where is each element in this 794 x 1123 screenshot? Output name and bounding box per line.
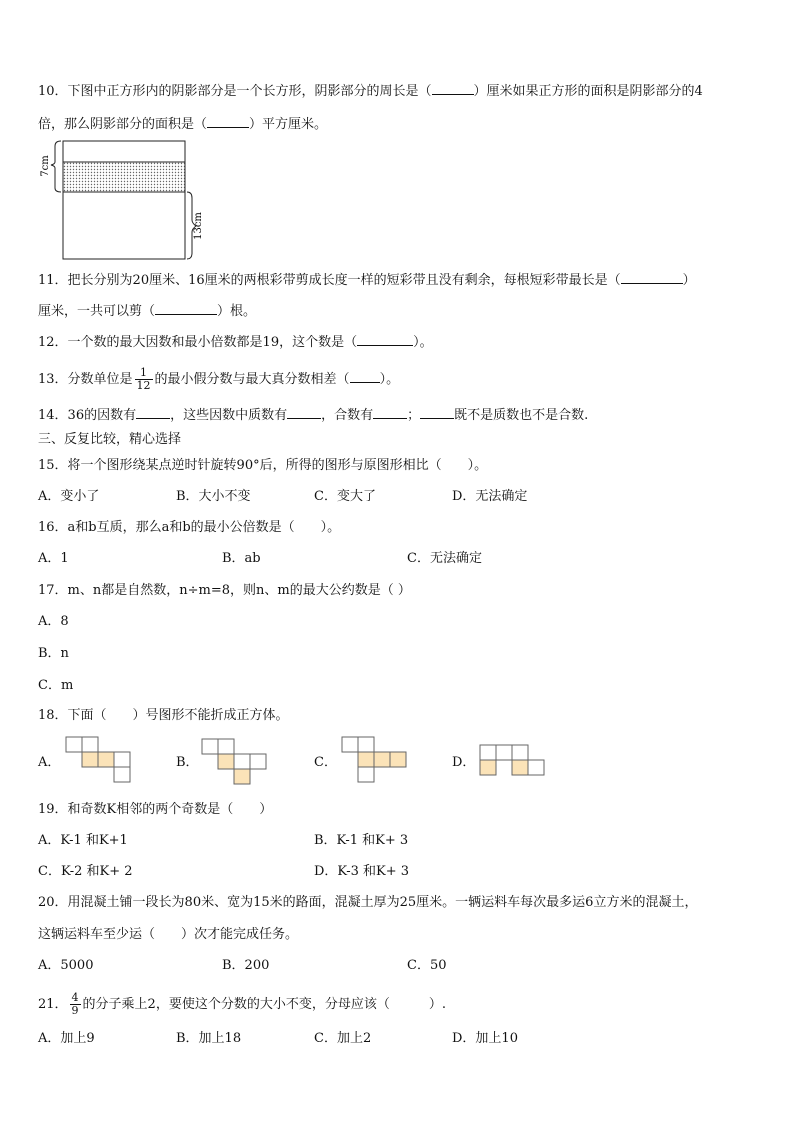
q20-option-c[interactable]: C．50 (407, 958, 447, 973)
q15-option-d[interactable]: D．无法确定 (452, 489, 528, 504)
q13-line: 13．分数单位是 $\frac{1}{12}$ 的最小假分数与最大真分数相差（ ）。 (38, 366, 400, 392)
q10-blank-area[interactable] (207, 115, 249, 128)
net-d-cell (512, 745, 528, 760)
q18-option-a[interactable]: A． (38, 755, 61, 770)
net-d-cell (528, 760, 544, 775)
q21-option-a[interactable]: A．加上9 (38, 1031, 95, 1046)
q17-stem: 17．m、n都是自然数，n÷m=8，则n、m的最大公约数是（ ） (38, 583, 411, 598)
q14-blank-composites[interactable] (373, 406, 407, 419)
net-a-cell (98, 752, 114, 767)
q10-blank-perimeter[interactable] (432, 82, 474, 95)
q11-line2: 厘米，一共可以剪（ ）根。 (38, 304, 257, 319)
net-c-cell (358, 767, 374, 782)
q18-option-d[interactable]: D． (452, 755, 476, 770)
net-d (480, 745, 544, 777)
q19-option-b[interactable]: B．K-1 和K+ 3 (314, 833, 409, 848)
net-c-cell (342, 737, 358, 752)
q20-option-b[interactable]: B．200 (222, 958, 270, 973)
q21-option-c[interactable]: C．加上2 (314, 1031, 372, 1046)
net-b-cell (218, 754, 234, 769)
q11-line1: 11．把长分别为20厘米、16厘米的两根彩带剪成长度一样的短彩带且没有剩余，每根短彩带最长是（ ） (38, 273, 696, 288)
q12-line: 12．一个数的最大因数和最小倍数都是19，这个数是（ ）。 (38, 335, 433, 350)
net-d-cell (480, 745, 496, 760)
q10-line2: 倍，那么阴影部分的面积是（ ）平方厘米。 (38, 117, 328, 132)
net-c (342, 737, 406, 785)
net-b-cell (218, 739, 234, 754)
q10-square-figure (36, 138, 206, 263)
q11-blank-length[interactable] (621, 271, 683, 284)
q20-line2: 这辆运料车至少运（ ）次才能完成任务。 (38, 927, 299, 942)
outer-square (63, 141, 185, 259)
q21-option-b[interactable]: B．加上18 (176, 1031, 242, 1046)
q21-line: 21． $\frac{4}{9}$ 的分子乘上2，要使这个分数的大小不变，分母应该（ ）. (38, 991, 446, 1017)
net-c-cell (358, 737, 374, 752)
q14-blank-neither[interactable] (420, 406, 454, 419)
q21-fraction: $\frac{4}{9}$ (71, 991, 79, 1017)
q11-blank-count[interactable] (155, 302, 217, 315)
q15-option-c[interactable]: C．变大了 (314, 489, 376, 504)
shaded-rectangle (63, 162, 185, 192)
q14-line: 14．36的因数有 ，这些因数中质数有 ，合数有 ； 既不是质数也不是合数. (38, 408, 589, 423)
q18-stem: 18．下面（ ）号图形不能折成正方体。 (38, 708, 289, 723)
q17-option-b[interactable]: B．n (38, 646, 69, 661)
q19-option-d[interactable]: D．K-3 和K+ 3 (314, 864, 409, 879)
label-7cm: 7cm (40, 155, 51, 177)
q21-option-d[interactable]: D．加上10 (452, 1031, 518, 1046)
label-13cm: 13cm (193, 212, 204, 240)
net-a-cell (82, 752, 98, 767)
net-c-cell (374, 752, 390, 767)
q13-blank[interactable] (350, 370, 380, 383)
q18-option-b[interactable]: B． (176, 755, 199, 770)
q15-option-b[interactable]: B．大小不变 (176, 489, 251, 504)
q16-option-b[interactable]: B．ab (222, 551, 261, 566)
q20-option-a[interactable]: A．5000 (38, 958, 94, 973)
q19-option-a[interactable]: A．K-1 和K+1 (38, 833, 128, 848)
left-brace (51, 141, 61, 192)
q15-option-a[interactable]: A．变小了 (38, 489, 100, 504)
q20-line1: 20．用混凝土铺一段长为80米、宽为15米的路面，混凝土厚为25厘米。一辆运料车每次最多运6立方米的混凝土， (38, 895, 698, 910)
net-b-cell (234, 769, 250, 784)
net-c-cell (390, 752, 406, 767)
section-heading: 三、反复比较，精心选择 (38, 432, 182, 447)
q10-line1: 10．下图中正方形内的阴影部分是一个长方形，阴影部分的周长是（ ）厘米如果正方形的面积是阴影部分的4 (38, 84, 703, 99)
q16-stem: 16．a和b互质，那么a和b的最小公倍数是（ ）。 (38, 520, 341, 535)
net-d-cell (480, 760, 496, 775)
q16-option-c[interactable]: C．无法确定 (407, 551, 482, 566)
q13-fraction: $\frac{1}{12}$ (136, 366, 151, 392)
q19-stem: 19．和奇数K相邻的两个奇数是（ ） (38, 802, 273, 817)
net-c-cell (358, 752, 374, 767)
q16-option-a[interactable]: A．1 (38, 551, 69, 566)
net-b (202, 739, 266, 787)
q14-blank-primes[interactable] (287, 406, 321, 419)
net-a-cell (114, 752, 130, 767)
net-a-cell (114, 767, 130, 782)
net-d-cell (512, 760, 528, 775)
net-b-cell (250, 754, 266, 769)
net-d-cell (496, 745, 512, 760)
net-b-cell (202, 739, 218, 754)
net-a (66, 737, 130, 785)
q19-option-c[interactable]: C．K-2 和K+ 2 (38, 864, 133, 879)
q14-blank-factors[interactable] (136, 406, 170, 419)
q17-option-c[interactable]: C．m (38, 678, 74, 693)
q15-stem: 15．将一个图形绕某点逆时针旋转90°后，所得的图形与原图形相比（ ）。 (38, 458, 488, 473)
q12-blank[interactable] (357, 333, 413, 346)
q17-option-a[interactable]: A．8 (38, 614, 69, 629)
net-b-cell (234, 754, 250, 769)
net-a-cell (66, 737, 82, 752)
net-a-cell (82, 737, 98, 752)
q18-option-c[interactable]: C． (314, 755, 337, 770)
